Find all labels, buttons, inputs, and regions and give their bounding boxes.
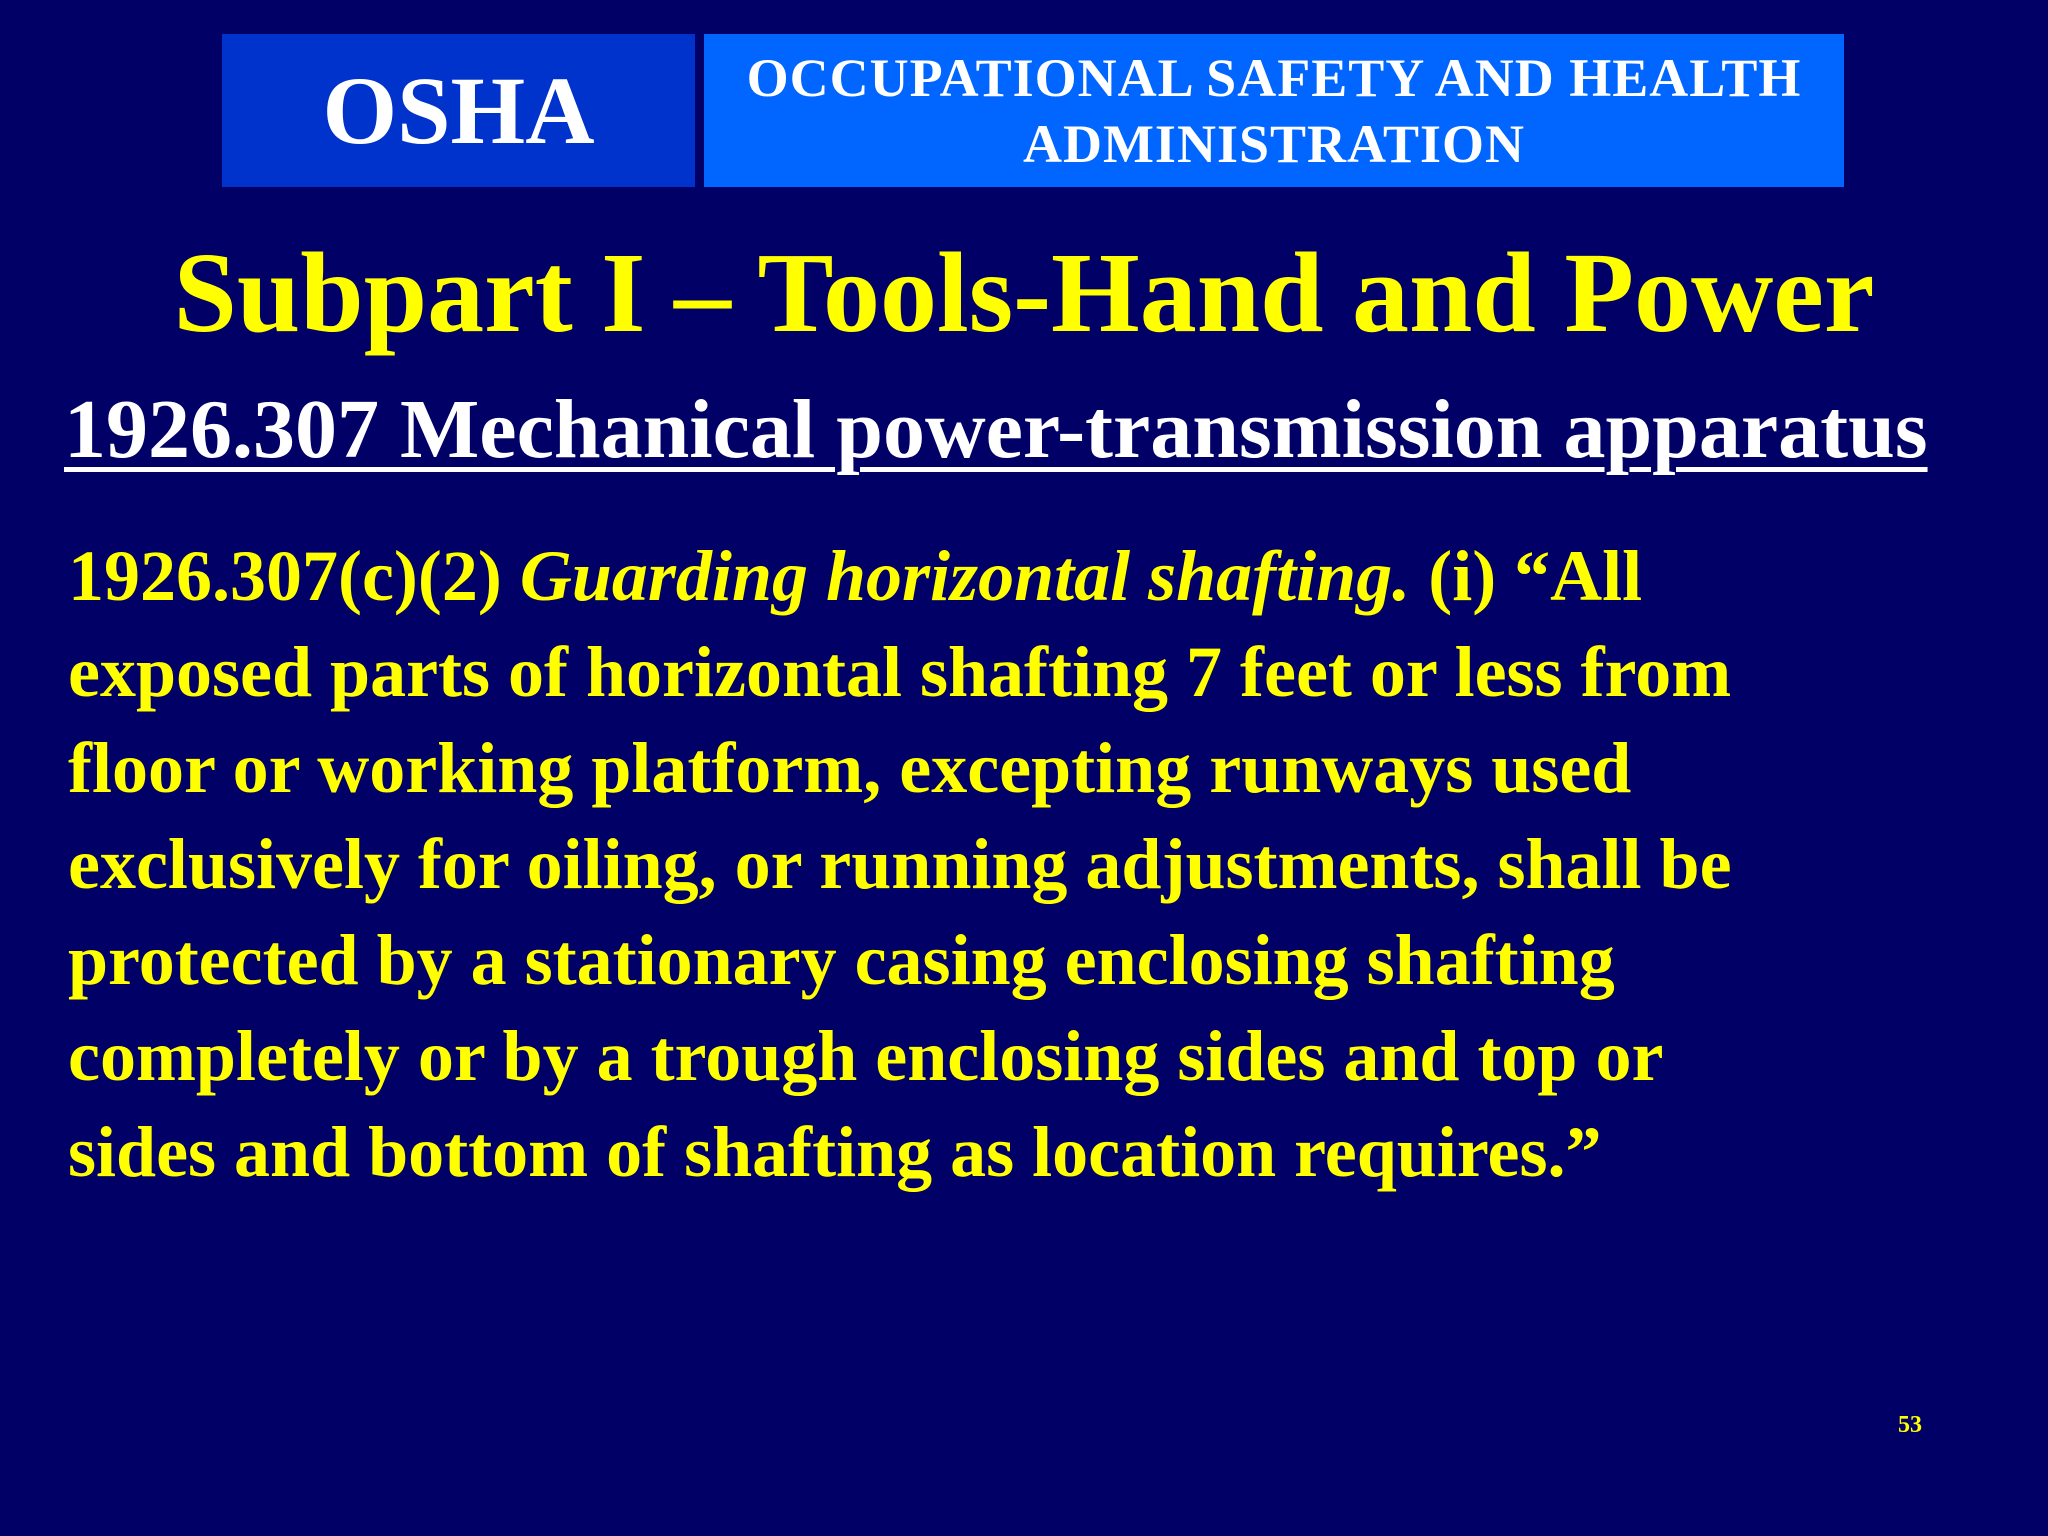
body-line-1-text: (i) “All bbox=[1410, 536, 1643, 616]
section-heading: Guarding horizontal shafting. bbox=[519, 536, 1411, 616]
body-line-2: exposed parts of horizontal shafting 7 feet or less from bbox=[68, 632, 1732, 712]
agency-name-banner bbox=[704, 34, 1844, 187]
osha-abbrev: OSHA bbox=[322, 56, 595, 164]
body-line-7: sides and bottom of shafting as location requires.” bbox=[68, 1112, 1602, 1192]
body-line-4: exclusively for oiling, or running adjustments, shall be bbox=[68, 824, 1732, 904]
agency-name-line1: OCCUPATIONAL SAFETY AND HEALTH bbox=[746, 47, 1802, 108]
section-subtitle: 1926.307 Mechanical power-transmission apparatus bbox=[64, 383, 1928, 476]
slide-title: Subpart I – Tools-Hand and Power bbox=[173, 229, 1875, 356]
regulation-text bbox=[68, 528, 1998, 1200]
body-line-1 bbox=[68, 528, 1998, 624]
body-line-3: floor or working platform, excepting runways used bbox=[68, 728, 1632, 808]
citation: 1926.307(c)(2) bbox=[68, 536, 520, 616]
body-line-6: completely or by a trough enclosing sides and top or bbox=[68, 1016, 1664, 1096]
page-number: 53 bbox=[1898, 1412, 1922, 1438]
body-line-5: protected by a stationary casing enclosing shafting bbox=[68, 920, 1615, 1000]
osha-banner bbox=[222, 34, 695, 187]
agency-name-line2: ADMINISTRATION bbox=[1022, 113, 1526, 174]
